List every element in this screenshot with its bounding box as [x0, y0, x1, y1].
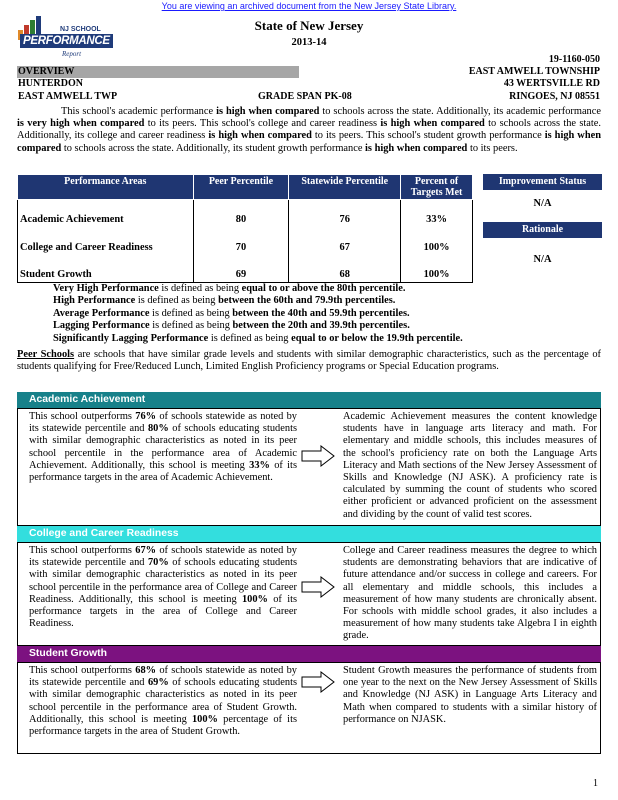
definition-line	[53, 295, 463, 307]
row-statewide: 76	[289, 200, 401, 227]
definition-line	[53, 308, 463, 320]
page-number: 1	[593, 777, 598, 789]
text-run: is defined as being	[149, 320, 233, 332]
row-statewide: 67	[289, 227, 401, 255]
text-run: to its peers.	[467, 142, 518, 154]
text-run: is defined as being	[208, 332, 292, 344]
peer-schools-term: Peer Schools	[17, 349, 75, 360]
text-run: Average Performance	[53, 307, 150, 319]
col-targets-met: Percent of Targets Met	[401, 175, 473, 200]
table-row	[18, 227, 473, 255]
text-run: Very High Performance	[53, 283, 159, 294]
college-career-summary	[29, 545, 297, 630]
text-run: 68%	[135, 665, 157, 676]
text-run: This school outperforms	[29, 545, 136, 556]
section-academic-achievement-header: Academic Achievement	[17, 392, 601, 408]
table-row	[18, 200, 473, 227]
table-row	[18, 255, 473, 283]
col-performance-areas: Performance Areas	[18, 175, 194, 200]
text-run: This school outperforms	[29, 411, 136, 422]
intro-paragraph	[17, 106, 601, 155]
college-career-description: College and Career readiness measures the degree to which students are demonstrating behaviors that are indicative of future attendance and/or success in college and careers. For all elementary and middle schools, this includes a measurement of how many students are chronically absent. For schools with middle school grades, it also includes a measurement of how many students take Algebra I in eighth grade.	[343, 545, 597, 642]
text-run: to its peers. This school's college and career readiness	[144, 118, 381, 130]
definition-line	[53, 283, 463, 295]
logo-line1: NJ SCHOOL	[60, 26, 101, 33]
page-title: State of New Jersey	[254, 18, 364, 33]
definition-line	[53, 333, 463, 345]
academic-achievement-description: Academic Achievement measures the content knowledge students have in language arts literacy and math. For elementary and middle schools, this includes measures of the school's proficiency rate on both the Language Arts Literacy and Math sections of the New Jersey Assessment of Skills and Knowledge (NJ ASK). A proficiency rate is calculated by summing the count of students who scored either proficient or advanced proficient on the assessment and dividing by the count of valid test scores.	[343, 411, 597, 520]
text-run: of its performance targets in the area of Academic Achievement.	[29, 459, 297, 484]
text-run: of schools educating students with similar demographic characteristics as noted in its peer school percentile in the performance area of College and Career Readiness. Additionally, this school is meeting	[29, 557, 297, 605]
text-run: is high when compared	[208, 130, 312, 142]
text-run: of schools statewide as noted by its statewide percentile and	[29, 411, 297, 435]
overview-bar: OVERVIEW	[17, 66, 299, 78]
text-run: 100%	[191, 713, 218, 725]
text-run: percentage of its performance targets in the area of Student Growth.	[29, 713, 297, 738]
text-run: to schools across the state. Additionally, its student growth performance	[61, 142, 366, 154]
text-run: is defined as being	[158, 283, 242, 294]
col-statewide-percentile: Statewide Percentile	[289, 175, 401, 200]
arrow-right-icon	[301, 576, 335, 598]
logo-line3: Report	[62, 50, 82, 58]
text-run: is defined as being	[135, 295, 219, 307]
text-run: This school's academic performance	[61, 106, 217, 117]
school-city: RINGOES, NJ 08551	[509, 91, 600, 102]
arrow-right-icon	[301, 671, 335, 693]
text-run: Significantly Lagging Performance	[53, 332, 209, 344]
section-student-growth	[17, 662, 601, 754]
county-name: HUNTERDON	[18, 78, 84, 89]
student-growth-summary	[29, 665, 297, 738]
academic-achievement-summary	[29, 411, 297, 484]
text-run: is defined as being	[149, 307, 233, 319]
text-run: to schools across the state. Additionally, its academic performance	[319, 106, 601, 117]
text-run: 33%	[249, 459, 270, 471]
text-run: 70%	[147, 557, 169, 569]
text-run: is high when compared	[17, 130, 601, 154]
grade-span: GRADE SPAN PK-08	[258, 91, 352, 102]
district-name: EAST AMWELL TWP	[18, 91, 118, 102]
text-run: of schools statewide as noted by its statewide percentile and	[29, 545, 297, 569]
rationale-value: N/A	[533, 254, 552, 265]
row-area: Academic Achievement	[18, 200, 194, 227]
student-growth-description: Student Growth measures the performance of students from one year to the next on the New Jersey Assessment of Skills and Knowledge (NJ ASK) in Language Arts Literacy and Math when compared to students with a similar history of performance on NJASK.	[343, 665, 597, 725]
row-peer: 80	[193, 200, 289, 227]
row-statewide: 68	[289, 255, 401, 283]
text-run: of schools educating students with similar demographic characteristics as noted in its peer school percentile in the performance area of Student Growth. Additionally, this school is meeting	[29, 677, 297, 725]
row-peer: 69	[193, 255, 289, 283]
text-run: 67%	[135, 545, 157, 556]
text-run: equal to or above the 80th percentile.	[241, 283, 406, 294]
definition-line	[53, 320, 463, 332]
section-college-career	[17, 542, 601, 646]
text-run: between the 40th and 59.9th percentiles.	[232, 307, 410, 319]
text-run: to schools across the state. Additionally, its college and career readiness	[17, 118, 601, 142]
logo-line2: PERFORMANCE	[20, 34, 113, 48]
text-run: to its peers. This school's student growth performance	[311, 130, 545, 142]
text-run: This school outperforms	[29, 665, 136, 676]
improvement-status-value: N/A	[533, 198, 552, 209]
row-peer: 70	[193, 227, 289, 255]
text-run: High Performance	[53, 295, 136, 307]
text-run: is high when compared	[365, 142, 468, 154]
section-student-growth-header: Student Growth	[17, 646, 601, 662]
text-run: of its performance targets in the area of College and Career Readiness.	[29, 593, 298, 630]
school-name: EAST AMWELL TOWNSHIP	[468, 66, 600, 77]
section-college-career-header: College and Career Readiness	[17, 526, 601, 542]
row-area: Student Growth	[18, 255, 194, 283]
arrow-right-icon	[301, 445, 335, 467]
text-run: 69%	[147, 677, 169, 689]
text-run: 100%	[241, 593, 268, 605]
text-run: is very high when compared	[17, 118, 145, 130]
row-targets: 100%	[401, 255, 473, 283]
text-run: 80%	[147, 423, 169, 435]
text-run: between the 60th and 79.9th percentiles.	[218, 295, 396, 307]
text-run: 76%	[135, 411, 157, 422]
improvement-status-label: Improvement Status	[483, 174, 602, 190]
peer-schools-text: are schools that have similar grade levels and students with similar demographic characteristics, such as the percentage of students qualifying for Free/Reduced Lunch, Limited English Proficiency programs or Special Education programs.	[17, 349, 601, 373]
row-area: College and Career Readiness	[18, 227, 194, 255]
col-peer-percentile: Peer Percentile	[193, 175, 289, 200]
performance-table-header	[18, 175, 473, 200]
text-run: Lagging Performance	[53, 320, 150, 332]
school-year: 2013-14	[291, 37, 327, 48]
text-run: equal to or below the 19.9th percentile.	[291, 332, 463, 344]
text-run: is high when compared	[216, 106, 320, 117]
text-run: of schools educating students with similar demographic characteristics as noted in its peer school percentile in the performance area of Academic Achievement. Additionally, this school is meeting	[29, 423, 297, 471]
peer-schools-paragraph	[17, 349, 601, 373]
row-targets: 100%	[401, 227, 473, 255]
rationale-label: Rationale	[483, 222, 602, 238]
performance-table	[17, 174, 473, 283]
row-targets: 33%	[401, 200, 473, 227]
text-run: of schools statewide as noted by its statewide percentile and	[29, 665, 297, 689]
school-address: 43 WERTSVILLE RD	[503, 78, 600, 89]
archive-banner-link[interactable]: You are viewing an archived document from the New Jersey State Library.	[161, 1, 457, 11]
school-code: 19-1160-050	[548, 54, 600, 65]
text-run: is high when compared	[380, 118, 485, 130]
performance-definitions	[53, 283, 463, 345]
section-academic-achievement	[17, 408, 601, 526]
text-run: between the 20th and 39.9th percentiles.	[232, 320, 410, 332]
